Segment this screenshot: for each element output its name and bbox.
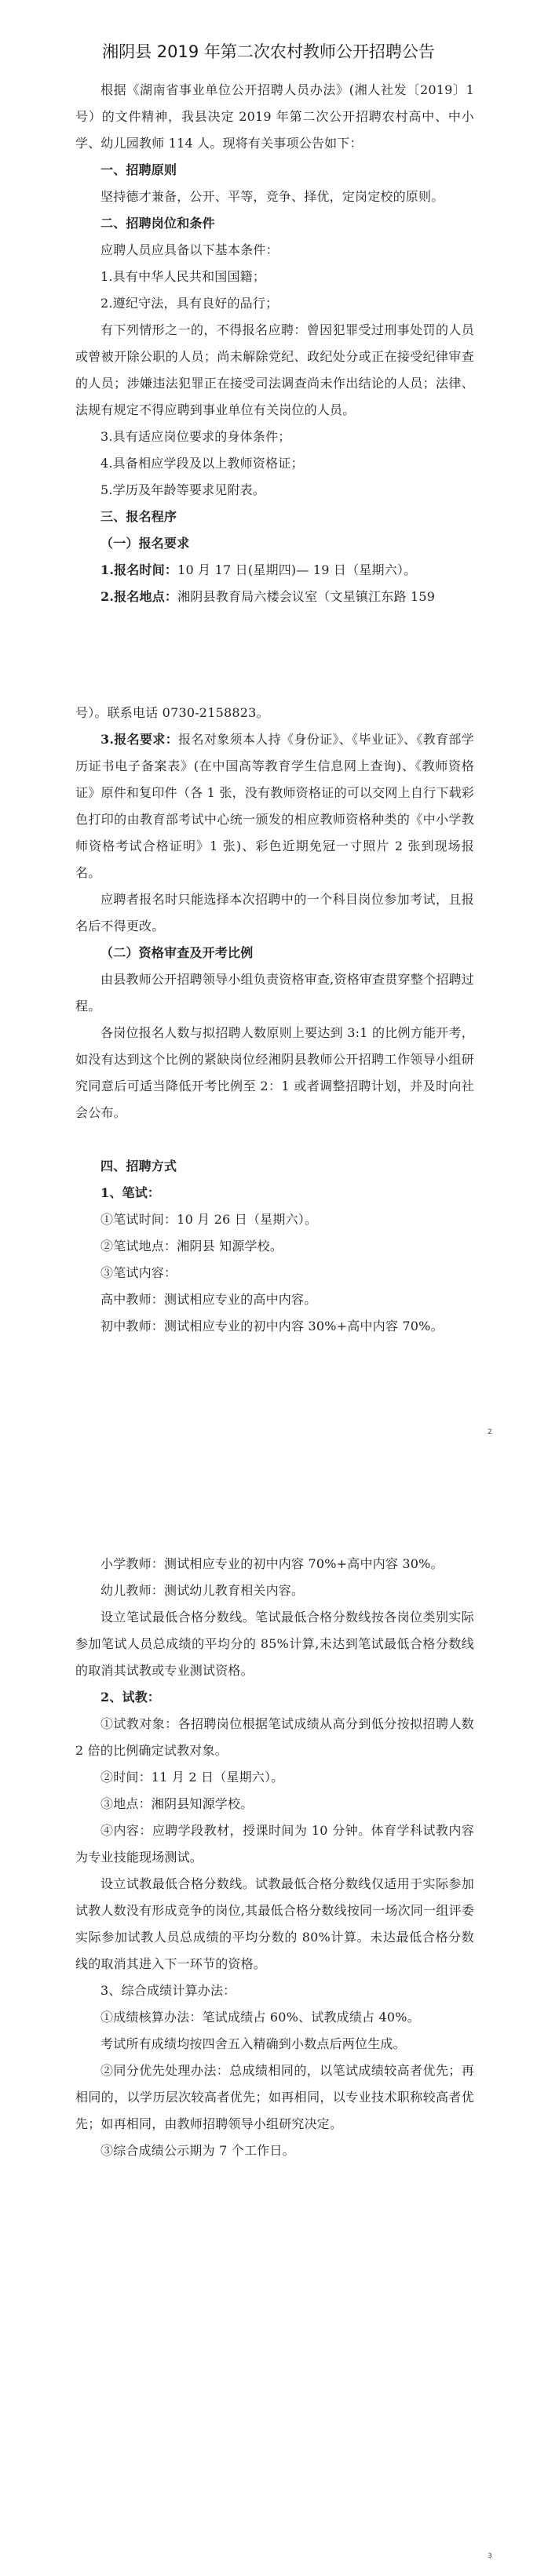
qualification-review-text: 由县教师公开招聘领导小组负责资格审查,资格审查贯穿整个招聘过程。	[75, 972, 474, 1013]
score-rounding: 考试所有成绩均按四舍五入精确到小数点后两位生成。	[100, 2036, 406, 2051]
written-exam-junior-high: 初中教师：测试相应专业的初中内容 30%+高中内容 70%。	[100, 1319, 444, 1333]
written-exam-time: ①笔试时间：10 月 26 日（星期六）。	[100, 1212, 318, 1227]
registration-note: 应聘者报名时只能选择本次招聘中的一个科目岗位参加考试，且报名后不得更改。	[75, 892, 474, 933]
exam-ratio-text: 各岗位报名人数与拟招聘人数原则上要达到 3:1 的比例方能开考，如没有达到这个比例的紧缺岗位经湘阴县教师公开招聘工作领导小组研究同意后可适当降低开考比例至 2：1 或者调整招聘计划，并及时向社会公布。	[75, 1025, 474, 1120]
subsection-qualification-review: （二）资格审查及开考比例	[100, 945, 254, 960]
document-page-2	[0, 1451, 537, 2576]
registration-place-label: 2.报名地点：	[100, 589, 178, 604]
written-exam-kindergarten: 幼儿教师：测试幼儿教育相关内容。	[100, 1583, 305, 1598]
condition-3: 3.具有适应岗位要求的身体条件；	[100, 429, 291, 444]
registration-time	[75, 557, 474, 584]
registration-requirements-text: 报名对象须本人持《身份证》、《毕业证》、《教育部学历证书电子备案表》(在中国高等教育学生信息网上查询)、《教师资格证》原件和复印件（各 1 张，没有教师资格证的可以交网上自行下载彩色打印的由教育部考试中心统一颁发的相应教师资格种类的《中小学教师资格考试合格证明》1 张)、彩色近期免冠一寸照片 2 张到现场报名。	[75, 732, 474, 880]
condition-4: 4.具备相应学段及以上教师资格证；	[100, 456, 304, 471]
page-number: 3	[488, 2552, 492, 2560]
trial-teaching-candidates: ①试教对象：各招聘岗位根据笔试成绩从高分到低分按拟招聘人数 2 倍的比例确定试教对象。	[75, 1716, 474, 1758]
written-exam-content: ③笔试内容：	[100, 1265, 177, 1280]
trial-teaching-time: ②时间：11 月 2 日（星期六）。	[100, 1770, 284, 1785]
tie-break-rules: ②同分优先处理办法：总成绩相同的，以笔试成绩较高者优先；再相同的，以学历层次较高者优先；如再相同，以专业技术职称较高者优先；如再相同，由教师招聘领导小组研究决定。	[75, 2063, 474, 2131]
intro-paragraph: 根据《湖南省事业单位公开招聘人员办法》(湘人社发〔2019〕1 号）的文件精神，我县决定 2019 年第二次公开招聘农村高中、中小学、幼儿园教师 114 人。现将有关事项公告如下：	[75, 82, 474, 151]
score-weighting: ①成绩核算办法：笔试成绩占 60%、试教成绩占 40%。	[100, 2010, 420, 2025]
written-exam-heading: 1、笔试：	[100, 1185, 161, 1200]
registration-requirements-label: 3.报名要求：	[100, 732, 179, 747]
section-1-text: 坚持德才兼备，公开、平等，竞争、择优，定岗定校的原则。	[100, 189, 444, 204]
exclusion-paragraph: 有下列情形之一的，不得报名应聘：曾因犯罪受过刑事处罚的人员或曾被开除公职的人员；尚未解除党纪、政纪处分或正在接受纪律审查的人员；涉嫌违法犯罪正在接受司法调查尚未作出结论的人员；法律、法规有规定不得应聘到事业单位有关岗位的人员。	[75, 322, 474, 417]
trial-teaching-content: ④内容：应聘学段教材，授课时间为 10 分钟。体育学科试教内容为专业技能现场测试。	[75, 1823, 474, 1865]
section-2-heading: 二、招聘岗位和条件	[100, 216, 215, 231]
condition-5: 5.学历及年龄等要求见附表。	[100, 482, 266, 497]
subsection-registration-requirements: （一）报名要求	[100, 536, 190, 551]
registration-requirements	[75, 726, 474, 886]
section-1-heading: 一、招聘原则	[100, 162, 177, 177]
registration-time-label: 1.报名时间：	[100, 562, 178, 577]
registration-place-value: 湘阴县教育局六楼会议室（文星镇江东路 159	[177, 589, 436, 604]
trial-teaching-heading: 2、试教：	[100, 1690, 161, 1705]
section-3-heading: 三、报名程序	[100, 509, 177, 524]
written-exam-high-school: 高中教师：测试相应专业的高中内容。	[100, 1292, 317, 1307]
written-exam-place: ②笔试地点：湘阴县 知源学校。	[100, 1239, 283, 1253]
section-2-intro: 应聘人员应具备以下基本条件：	[100, 242, 279, 257]
registration-time-value: 10 月 17 日(星期四)— 19 日（星期六）。	[177, 562, 417, 577]
condition-1: 1.具有中华人民共和国国籍；	[100, 269, 266, 284]
section-4-heading: 四、招聘方式	[100, 1159, 177, 1173]
registration-place	[75, 584, 474, 610]
page-number: 2	[488, 1428, 492, 1436]
trial-teaching-minimum-score: 设立试教最低合格分数线。试教最低合格分数线仅适用于实际参加试教人数没有形成竞争的岗位,其最低合格分数线按同一场次同一组评委实际参加试教人员总成绩的平均分数的 80%计算。未达最低合格分数线的取消其进入下一环节的资格。	[75, 1876, 474, 1971]
condition-2: 2.遵纪守法，具有良好的品行；	[100, 296, 279, 311]
total-score-heading: 3、综合成绩计算办法：	[100, 1983, 236, 1998]
written-exam-minimum-score: 设立笔试最低合格分数线。笔试最低合格分数线按各岗位类别实际参加笔试人员总成绩的平均分的 85%计算,未达到笔试最低合格分数线的取消其试教或专业测试资格。	[75, 1610, 474, 1678]
trial-teaching-place: ③地点：湘阴县知源学校。	[100, 1796, 254, 1811]
document-title: 湘阴县 2019 年第二次农村教师公开招聘公告	[102, 42, 435, 61]
score-publicity-period: ③综合成绩公示期为 7 个工作日。	[100, 2143, 295, 2158]
written-exam-primary: 小学教师：测试相应专业的初中内容 70%+高中内容 30%。	[100, 1556, 444, 1571]
registration-place-continued: 号）。联系电话 0730-2158823。	[75, 705, 269, 720]
